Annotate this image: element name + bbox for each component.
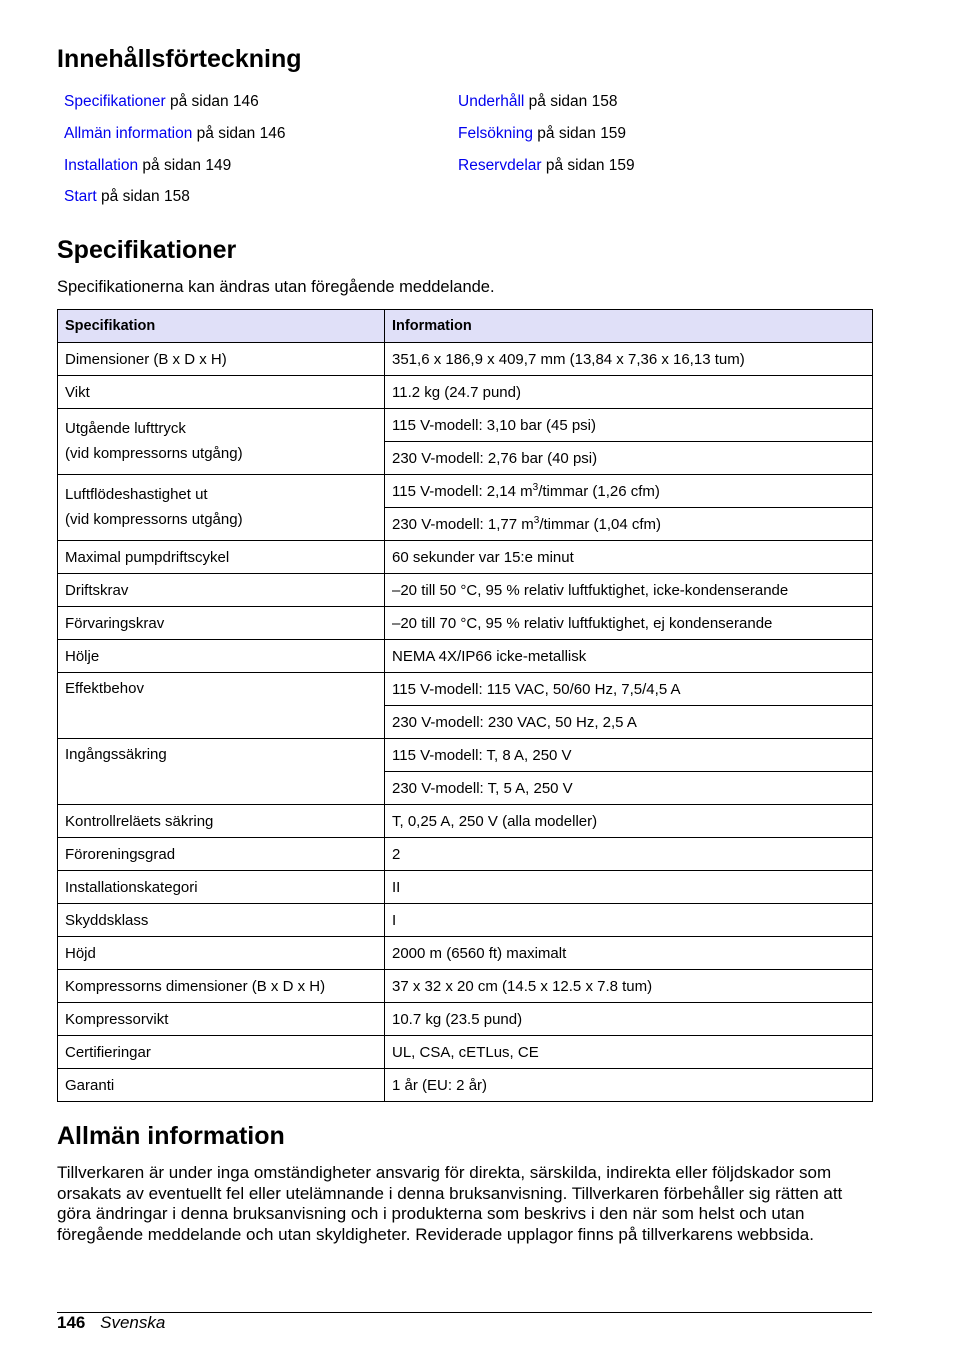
info-cell: UL, CSA, cETLus, CE bbox=[385, 1036, 873, 1069]
toc-page-ref: på sidan 158 bbox=[528, 93, 618, 110]
spec-cell: Hölje bbox=[58, 640, 385, 673]
spec-line: Utgående lufttryck bbox=[65, 420, 186, 437]
spec-cell: Förvaringskrav bbox=[58, 607, 385, 640]
table-row bbox=[58, 904, 873, 937]
spec-cell: Installationskategori bbox=[58, 871, 385, 904]
table-row bbox=[58, 871, 873, 904]
table-header-row bbox=[58, 310, 873, 343]
spec-line: Luftflödeshastighet ut bbox=[65, 486, 208, 503]
toc-link-allman-information[interactable]: Allmän information bbox=[64, 125, 193, 142]
info-cell: –20 till 50 °C, 95 % relativ luftfuktighet, icke-kondenserande bbox=[385, 574, 873, 607]
footer-divider bbox=[57, 1312, 872, 1313]
page-footer bbox=[57, 1313, 165, 1333]
general-heading: Allmän information bbox=[57, 1122, 285, 1150]
table-row bbox=[58, 1036, 873, 1069]
toc-page-ref: på sidan 146 bbox=[196, 125, 286, 142]
superscript: 3 bbox=[532, 481, 539, 493]
info-cell: 2 bbox=[385, 838, 873, 871]
info-cell: T, 0,25 A, 250 V (alla modeller) bbox=[385, 805, 873, 838]
toc-item-installation bbox=[64, 158, 231, 174]
page-number: 146 bbox=[57, 1313, 86, 1332]
info-cell: NEMA 4X/IP66 icke-metallisk bbox=[385, 640, 873, 673]
spec-cell: Kompressorns dimensioner (B x D x H) bbox=[58, 970, 385, 1003]
spec-line: (vid kompressorns utgång) bbox=[65, 445, 243, 462]
spec-cell bbox=[58, 409, 385, 475]
info-cell: 2000 m (6560 ft) maximalt bbox=[385, 937, 873, 970]
toc-link-felsokning[interactable]: Felsökning bbox=[458, 125, 533, 142]
table-row bbox=[58, 838, 873, 871]
spec-cell: Maximal pumpdriftscykel bbox=[58, 541, 385, 574]
table-row bbox=[58, 937, 873, 970]
info-text: 230 V-modell: 1,77 m bbox=[392, 515, 534, 533]
toc-item-specifikationer bbox=[64, 94, 259, 110]
toc-item-felsokning bbox=[458, 126, 626, 142]
table-row bbox=[58, 1003, 873, 1036]
table-row bbox=[58, 1069, 873, 1102]
info-cell: 115 V-modell: 3,10 bar (45 psi) bbox=[385, 409, 873, 442]
info-cell: II bbox=[385, 871, 873, 904]
table-row bbox=[58, 376, 873, 409]
spec-cell: Höjd bbox=[58, 937, 385, 970]
table-row bbox=[58, 574, 873, 607]
toc-link-start[interactable]: Start bbox=[64, 188, 97, 205]
general-body: Tillverkaren är under inga omständigheter ansvarig för direkta, särskilda, indirekta eller följdskador som orsakats av eventuellt fel eller utelämnande i denna bruksanvisning. Tillverkaren förbehåller sig rätten att göra ändringar i denna bruksanvisning och i produkterna som beskrivs i den när som helst och utan föregående meddelande och utan skyldigheter. Reviderade upplagor finns på tillverkarens webbsida. bbox=[57, 1163, 843, 1244]
header-spec: Specifikation bbox=[58, 310, 385, 343]
spec-cell: Föroreningsgrad bbox=[58, 838, 385, 871]
header-info: Information bbox=[385, 310, 873, 343]
toc-page-ref: på sidan 149 bbox=[142, 157, 232, 174]
toc-page-ref: på sidan 159 bbox=[537, 125, 627, 142]
table-row bbox=[58, 607, 873, 640]
table-row bbox=[58, 805, 873, 838]
spec-cell: Certifieringar bbox=[58, 1036, 385, 1069]
spec-cell: Effektbehov bbox=[58, 673, 385, 739]
spec-cell: Vikt bbox=[58, 376, 385, 409]
toc-item-underhall bbox=[458, 94, 617, 110]
info-cell: 351,6 x 186,9 x 409,7 mm (13,84 x 7,36 x 16,13 tum) bbox=[385, 343, 873, 376]
info-text: /timmar (1,26 cfm) bbox=[538, 482, 660, 500]
spec-cell: Garanti bbox=[58, 1069, 385, 1102]
table-row bbox=[58, 673, 873, 706]
spec-table bbox=[57, 309, 873, 1102]
specs-heading: Specifikationer bbox=[57, 236, 237, 264]
info-cell: 230 V-modell: 230 VAC, 50 Hz, 2,5 A bbox=[385, 706, 873, 739]
info-text: /timmar (1,04 cfm) bbox=[539, 515, 661, 533]
info-cell: 230 V-modell: 2,76 bar (40 psi) bbox=[385, 442, 873, 475]
table-row bbox=[58, 541, 873, 574]
spec-cell: Dimensioner (B x D x H) bbox=[58, 343, 385, 376]
table-row bbox=[58, 970, 873, 1003]
info-cell: 11.2 kg (24.7 pund) bbox=[385, 376, 873, 409]
spec-cell: Driftskrav bbox=[58, 574, 385, 607]
table-row bbox=[58, 475, 873, 508]
info-cell: 10.7 kg (23.5 pund) bbox=[385, 1003, 873, 1036]
toc-page-ref: på sidan 159 bbox=[545, 157, 635, 174]
toc-link-reservdelar[interactable]: Reservdelar bbox=[458, 157, 542, 174]
toc-link-installation[interactable]: Installation bbox=[64, 157, 139, 174]
spec-cell bbox=[58, 475, 385, 541]
spec-cell: Skyddsklass bbox=[58, 904, 385, 937]
info-cell bbox=[385, 475, 873, 508]
table-row bbox=[58, 640, 873, 673]
info-cell: 60 sekunder var 15:e minut bbox=[385, 541, 873, 574]
spec-cell: Kontrollreläets säkring bbox=[58, 805, 385, 838]
toc-link-specifikationer[interactable]: Specifikationer bbox=[64, 93, 166, 110]
toc-item-reservdelar bbox=[458, 158, 635, 174]
info-cell: 1 år (EU: 2 år) bbox=[385, 1069, 873, 1102]
toc-page-ref: på sidan 146 bbox=[169, 93, 259, 110]
info-cell: 230 V-modell: T, 5 A, 250 V bbox=[385, 772, 873, 805]
toc-item-allman-information bbox=[64, 126, 285, 142]
info-cell: 115 V-modell: T, 8 A, 250 V bbox=[385, 739, 873, 772]
info-text: 115 V-modell: 2,14 m bbox=[392, 482, 533, 500]
info-cell: 115 V-modell: 115 VAC, 50/60 Hz, 7,5/4,5 A bbox=[385, 673, 873, 706]
info-cell bbox=[385, 508, 873, 541]
toc-link-underhall[interactable]: Underhåll bbox=[458, 93, 525, 110]
table-row bbox=[58, 409, 873, 442]
spec-line: (vid kompressorns utgång) bbox=[65, 511, 243, 528]
spec-cell: Kompressorvikt bbox=[58, 1003, 385, 1036]
info-cell: I bbox=[385, 904, 873, 937]
toc-item-start bbox=[64, 189, 190, 205]
table-row bbox=[58, 343, 873, 376]
toc-heading: Innehållsförteckning bbox=[57, 45, 302, 73]
table-row bbox=[58, 739, 873, 772]
superscript: 3 bbox=[533, 514, 540, 526]
spec-cell: Ingångssäkring bbox=[58, 739, 385, 805]
info-cell: 37 x 32 x 20 cm (14.5 x 12.5 x 7.8 tum) bbox=[385, 970, 873, 1003]
info-cell: –20 till 70 °C, 95 % relativ luftfuktighet, ej kondenserande bbox=[385, 607, 873, 640]
footer-language: Svenska bbox=[100, 1313, 166, 1332]
specs-intro: Specifikationerna kan ändras utan föregående meddelande. bbox=[57, 278, 495, 296]
toc-page-ref: på sidan 158 bbox=[101, 188, 190, 205]
